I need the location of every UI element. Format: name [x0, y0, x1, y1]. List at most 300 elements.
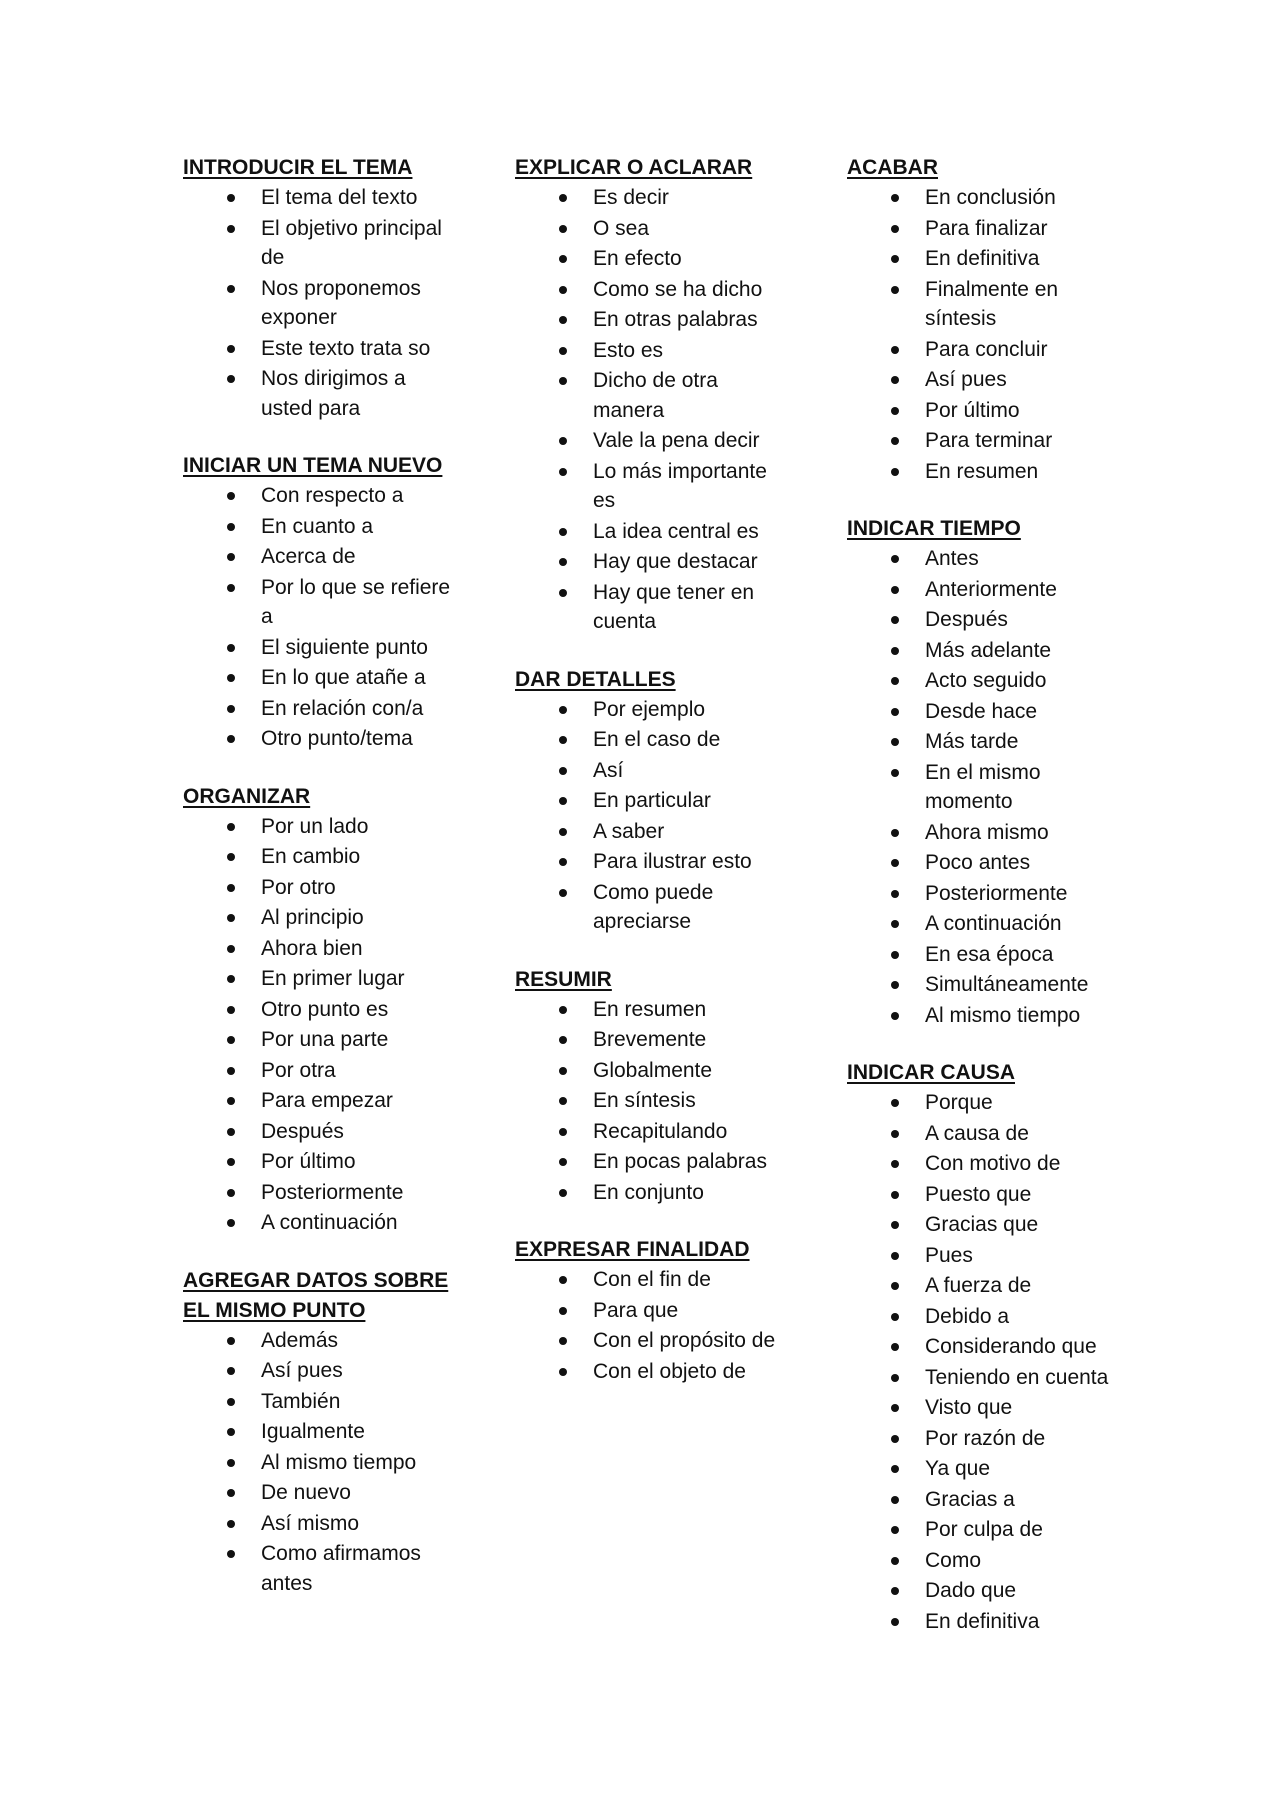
bullet-icon: [227, 644, 235, 652]
list-item: [183, 1478, 451, 1508]
bullet-icon: [891, 376, 899, 384]
bullet-icon: [559, 347, 567, 355]
list-item-text: Acto seguido: [925, 669, 1047, 692]
list-item: [183, 1208, 451, 1238]
list-item: [515, 786, 783, 816]
bullet-icon: [891, 1221, 899, 1229]
list-item-text: Para empezar: [261, 1089, 393, 1112]
list-item-text: En efecto: [593, 247, 682, 270]
bullet-list: [183, 812, 483, 1238]
section: [183, 782, 483, 1238]
list-item: [183, 1326, 451, 1356]
list-item: [183, 1178, 451, 1208]
bullet-icon: [227, 1489, 235, 1497]
bullet-icon: [891, 616, 899, 624]
bullet-icon: [559, 1097, 567, 1105]
list-item-text: Para finalizar: [925, 216, 1048, 240]
bullet-icon: [891, 859, 899, 867]
list-item: [183, 512, 451, 542]
section: [847, 514, 1147, 1030]
list-item: [515, 336, 783, 366]
bullet-icon: [227, 194, 235, 202]
section-title: INDICAR TIEMPO: [847, 517, 1021, 540]
list-item: [515, 426, 783, 456]
bullet-icon: [559, 858, 567, 866]
bullet-icon: [891, 1130, 899, 1138]
bullet-icon: [227, 553, 235, 561]
section: [515, 665, 815, 937]
bullet-list: [515, 183, 815, 637]
bullet-icon: [891, 1557, 899, 1565]
list-item-text: Dado que: [925, 1579, 1017, 1602]
list-item-text: Puesto que: [925, 1182, 1032, 1206]
bullet-icon: [891, 1465, 899, 1473]
bullet-icon: [227, 945, 235, 953]
list-item: [847, 909, 1125, 939]
list-item: [515, 183, 783, 213]
bullet-icon: [559, 1368, 567, 1376]
list-item-text: El siguiente punto: [261, 635, 428, 659]
list-item: [515, 817, 783, 847]
list-item-text: Antes: [925, 547, 979, 570]
list-item-text: Por una parte: [261, 1028, 389, 1051]
bullet-list: [183, 183, 483, 423]
section-title: INDICAR CAUSA: [847, 1061, 1015, 1084]
list-item-text: En lo que atañe a: [261, 666, 426, 689]
section-title: EXPRESAR FINALIDAD: [515, 1238, 750, 1261]
bullet-icon: [559, 437, 567, 445]
list-item-text: En esa época: [925, 942, 1054, 966]
list-item: [515, 214, 783, 244]
bullet-icon: [891, 286, 899, 294]
list-item-text: A saber: [593, 819, 665, 843]
list-item: [515, 517, 783, 547]
list-item-text: El tema del texto: [261, 186, 418, 209]
list-item-text: Con motivo de: [925, 1152, 1061, 1175]
bullet-icon: [891, 1099, 899, 1107]
list-item-text: En particular: [593, 789, 711, 812]
list-item: [847, 1607, 1125, 1637]
list-item: [515, 1056, 783, 1086]
list-item: [847, 1515, 1125, 1545]
bullet-icon: [227, 523, 235, 531]
list-item-text: Con el propósito de: [593, 1329, 776, 1352]
list-item-text: Después: [925, 608, 1008, 631]
list-item-text: Por último: [261, 1150, 356, 1173]
bullet-icon: [891, 1404, 899, 1412]
list-item: [847, 818, 1125, 848]
bullet-icon: [559, 558, 567, 566]
bullet-icon: [227, 1398, 235, 1406]
bullet-icon: [227, 884, 235, 892]
list-item-text: Así pues: [261, 1359, 343, 1382]
list-item: [847, 335, 1125, 365]
list-item-text: Más adelante: [925, 638, 1052, 662]
list-item: [183, 214, 451, 273]
list-item-text: Globalmente: [593, 1058, 713, 1082]
list-item-text: Debido a: [925, 1304, 1010, 1328]
list-item: [183, 1356, 451, 1386]
list-item-text: Este texto trata so: [261, 336, 431, 360]
list-item-text: Además: [261, 1328, 339, 1352]
list-item-text: Para concluir: [925, 337, 1048, 361]
list-item-text: Hay que destacar: [593, 550, 758, 573]
list-item: [183, 934, 451, 964]
section: [183, 451, 483, 754]
list-item-text: En relación con/a: [261, 696, 424, 720]
bullet-list: [515, 1265, 815, 1386]
bullet-icon: [227, 1128, 235, 1136]
list-item: [183, 964, 451, 994]
list-item: [847, 1088, 1125, 1118]
list-item-text: Más tarde: [925, 730, 1019, 753]
bullet-icon: [559, 767, 567, 775]
bullet-icon: [559, 1158, 567, 1166]
list-item: [183, 1147, 451, 1177]
list-item-text: En cuanto a: [261, 514, 374, 538]
list-item: [515, 1147, 783, 1177]
list-item: [183, 633, 451, 663]
bullet-icon: [559, 1189, 567, 1197]
list-item: [847, 1485, 1125, 1515]
list-item: [847, 1119, 1125, 1149]
section-title: EXPLICAR O ACLARAR: [515, 156, 753, 179]
bullet-icon: [227, 225, 235, 233]
list-item-text: Por otro: [261, 875, 336, 899]
section-title: INTRODUCIR EL TEMA: [183, 156, 413, 179]
bullet-icon: [227, 1367, 235, 1375]
list-item: [183, 842, 451, 872]
list-item: [847, 1180, 1125, 1210]
bullet-icon: [559, 1337, 567, 1345]
bullet-icon: [227, 1337, 235, 1345]
section: [515, 1235, 815, 1386]
list-item: [847, 1332, 1125, 1362]
bullet-icon: [227, 853, 235, 861]
list-item: [183, 663, 451, 693]
bullet-icon: [227, 1459, 235, 1467]
bullet-icon: [891, 647, 899, 655]
list-item: [515, 275, 783, 305]
list-item: [847, 1393, 1125, 1423]
list-item: [183, 1509, 451, 1539]
list-item-text: Por un lado: [261, 814, 369, 838]
list-item: [847, 1001, 1125, 1031]
bullet-list: [515, 695, 815, 937]
bullet-icon: [227, 584, 235, 592]
list-item-text: Así: [593, 758, 624, 782]
list-item-text: Como se ha dicho: [593, 277, 763, 301]
list-item: [183, 1387, 451, 1417]
list-item-text: También: [261, 1389, 341, 1413]
list-item: [847, 544, 1125, 574]
bullet-icon: [559, 1276, 567, 1284]
list-item-text: Desde hace: [925, 699, 1038, 723]
list-item-text: Considerando que: [925, 1335, 1097, 1358]
list-item-text: Vale la pena decir: [593, 429, 760, 452]
bullet-icon: [891, 829, 899, 837]
bullet-icon: [891, 951, 899, 959]
bullet-list: [847, 1088, 1147, 1636]
list-item-text: Igualmente: [261, 1420, 365, 1443]
bullet-icon: [559, 1006, 567, 1014]
list-item: [183, 724, 451, 754]
bullet-icon: [559, 889, 567, 897]
list-item-text: En síntesis: [593, 1089, 696, 1112]
list-item-text: Por otra: [261, 1058, 336, 1082]
list-item-text: El objetivo principal de: [261, 216, 442, 269]
list-item: [515, 995, 783, 1025]
bullet-icon: [227, 1097, 235, 1105]
column-1: [183, 153, 483, 1626]
list-item: [847, 605, 1125, 635]
section: [183, 1266, 483, 1599]
list-item: [847, 848, 1125, 878]
list-item-text: De nuevo: [261, 1481, 351, 1504]
list-item-text: Después: [261, 1119, 344, 1143]
list-item: [515, 457, 783, 516]
bullet-icon: [891, 890, 899, 898]
list-item-text: Como: [925, 1548, 982, 1572]
list-item-text: Por último: [925, 398, 1020, 422]
list-item-text: Como afirmamos antes: [261, 1542, 421, 1595]
bullet-icon: [559, 1128, 567, 1136]
bullet-icon: [891, 1313, 899, 1321]
list-item: [847, 365, 1125, 395]
list-item-text: Porque: [925, 1091, 993, 1114]
list-item: [515, 1178, 783, 1208]
list-item-text: Posteriormente: [925, 881, 1068, 905]
bullet-icon: [891, 708, 899, 716]
bullet-icon: [559, 225, 567, 233]
list-item-text: Simultáneamente: [925, 973, 1089, 996]
list-item-text: Otro punto es: [261, 997, 389, 1021]
section: [515, 965, 815, 1208]
list-item-text: Brevemente: [593, 1028, 707, 1051]
list-item: [847, 1454, 1125, 1484]
bullet-icon: [891, 1587, 899, 1595]
bullet-icon: [227, 492, 235, 500]
list-item: [847, 1241, 1125, 1271]
list-item: [515, 547, 783, 577]
list-item-text: Gracias que: [925, 1213, 1039, 1236]
list-item: [847, 426, 1125, 456]
bullet-icon: [559, 468, 567, 476]
list-item-text: En el caso de: [593, 728, 721, 751]
list-item: [847, 214, 1125, 244]
bullet-icon: [559, 1307, 567, 1315]
list-item-text: En pocas palabras: [593, 1150, 767, 1173]
bullet-icon: [227, 1219, 235, 1227]
bullet-icon: [891, 1012, 899, 1020]
bullet-icon: [891, 346, 899, 354]
list-item: [515, 1086, 783, 1116]
bullet-icon: [559, 377, 567, 385]
list-item: [183, 812, 451, 842]
list-item-text: Ya que: [925, 1457, 990, 1480]
bullet-icon: [891, 555, 899, 563]
list-item-text: Por lo que se refiere a: [261, 575, 451, 628]
bullet-icon: [891, 255, 899, 263]
list-item: [515, 725, 783, 755]
list-item: [847, 727, 1125, 757]
bullet-icon: [559, 828, 567, 836]
list-item: [515, 1326, 783, 1356]
bullet-icon: [559, 706, 567, 714]
list-item: [515, 847, 783, 877]
list-item-text: A fuerza de: [925, 1274, 1032, 1297]
bullet-icon: [891, 1252, 899, 1260]
list-item-text: Es decir: [593, 186, 669, 209]
bullet-icon: [227, 705, 235, 713]
list-item-text: Otro punto/tema: [261, 727, 413, 750]
bullet-icon: [227, 1550, 235, 1558]
list-item-text: Para terminar: [925, 429, 1053, 452]
list-item: [515, 695, 783, 725]
bullet-icon: [227, 345, 235, 353]
bullet-icon: [227, 975, 235, 983]
list-item: [847, 940, 1125, 970]
list-item-text: En primer lugar: [261, 967, 405, 990]
list-item: [515, 578, 783, 637]
list-item-text: Nos dirigimos a usted para: [261, 367, 406, 420]
list-item-text: Con el fin de: [593, 1268, 711, 1291]
list-item-text: Con el objeto de: [593, 1359, 746, 1383]
bullet-list: [183, 1326, 483, 1599]
bullet-list: [847, 544, 1147, 1030]
list-item: [515, 1265, 783, 1295]
bullet-icon: [891, 769, 899, 777]
bullet-list: [515, 995, 815, 1208]
list-item: [183, 334, 451, 364]
section: [847, 1058, 1147, 1636]
list-item: [183, 903, 451, 933]
list-item-text: Esto es: [593, 338, 664, 362]
bullet-icon: [891, 1160, 899, 1168]
bullet-icon: [891, 1618, 899, 1626]
bullet-icon: [227, 1006, 235, 1014]
bullet-icon: [891, 586, 899, 594]
list-item: [183, 364, 451, 423]
list-item: [515, 878, 783, 937]
list-item-text: Ahora mismo: [925, 820, 1049, 844]
list-item: [515, 1117, 783, 1147]
list-item-text: En cambio: [261, 845, 361, 868]
bullet-icon: [891, 677, 899, 685]
bullet-icon: [891, 437, 899, 445]
list-item: [847, 183, 1125, 213]
bullet-icon: [891, 1374, 899, 1382]
list-item: [847, 1149, 1125, 1179]
list-item-text: Teniendo en cuenta: [925, 1365, 1109, 1389]
list-item-text: En resumen: [925, 459, 1039, 483]
bullet-icon: [559, 194, 567, 202]
bullet-icon: [559, 255, 567, 263]
list-item-text: En el mismo momento: [925, 760, 1041, 813]
bullet-icon: [891, 194, 899, 202]
list-item: [847, 244, 1125, 274]
list-item-text: Por ejemplo: [593, 697, 706, 721]
list-item-text: Lo más importante es: [593, 459, 767, 512]
list-item-text: Por culpa de: [925, 1518, 1043, 1541]
bullet-icon: [227, 914, 235, 922]
section: [847, 153, 1147, 486]
bullet-icon: [891, 920, 899, 928]
list-item-text: La idea central es: [593, 519, 759, 543]
list-item-text: Al mismo tiempo: [261, 1450, 417, 1474]
bullet-list: [847, 183, 1147, 486]
list-item: [847, 879, 1125, 909]
list-item: [847, 1576, 1125, 1606]
list-item-text: En otras palabras: [593, 308, 758, 331]
list-item: [183, 573, 451, 632]
list-item: [183, 481, 451, 511]
list-item: [847, 1271, 1125, 1301]
list-item: [183, 1448, 451, 1478]
list-item: [183, 873, 451, 903]
bullet-icon: [559, 286, 567, 294]
bullet-icon: [891, 468, 899, 476]
list-item-text: Recapitulando: [593, 1119, 728, 1143]
list-item: [847, 275, 1125, 334]
bullet-icon: [227, 823, 235, 831]
list-item-text: En conjunto: [593, 1180, 704, 1204]
bullet-icon: [227, 1189, 235, 1197]
list-item: [847, 396, 1125, 426]
list-item: [847, 666, 1125, 696]
list-item-text: O sea: [593, 216, 650, 240]
bullet-icon: [227, 1428, 235, 1436]
bullet-icon: [227, 1036, 235, 1044]
list-item: [183, 1539, 451, 1598]
list-item: [847, 1546, 1125, 1576]
bullet-icon: [891, 1435, 899, 1443]
section-title: AGREGAR DATOS SOBRE EL MISMO PUNTO: [183, 1268, 449, 1322]
list-item: [515, 1025, 783, 1055]
list-item-text: Ahora bien: [261, 936, 363, 960]
bullet-icon: [559, 528, 567, 536]
bullet-icon: [559, 316, 567, 324]
list-item: [183, 1417, 451, 1447]
list-item: [847, 697, 1125, 727]
list-item-text: En conclusión: [925, 186, 1056, 209]
list-item-text: Así mismo: [261, 1511, 360, 1535]
list-item: [183, 694, 451, 724]
list-item-text: Anteriormente: [925, 577, 1057, 601]
list-item-text: En resumen: [593, 997, 707, 1021]
section-title: ORGANIZAR: [183, 784, 311, 808]
list-item: [847, 758, 1125, 817]
list-item: [515, 305, 783, 335]
section-title: ACABAR: [847, 156, 938, 179]
list-item-text: Nos proponemos exponer: [261, 276, 421, 329]
list-item: [847, 1302, 1125, 1332]
list-item-text: Visto que: [925, 1396, 1013, 1419]
list-item-text: Dicho de otra manera: [593, 369, 718, 422]
list-item-text: Para que: [593, 1298, 679, 1322]
bullet-icon: [891, 407, 899, 415]
bullet-icon: [891, 738, 899, 746]
bullet-icon: [891, 981, 899, 989]
bullet-icon: [891, 1526, 899, 1534]
list-item: [515, 366, 783, 425]
list-item: [847, 457, 1125, 487]
list-item: [847, 970, 1125, 1000]
list-item-text: Gracias a: [925, 1487, 1015, 1511]
list-item: [183, 995, 451, 1025]
list-item-text: A continuación: [925, 912, 1062, 935]
section-title: RESUMIR: [515, 967, 612, 991]
